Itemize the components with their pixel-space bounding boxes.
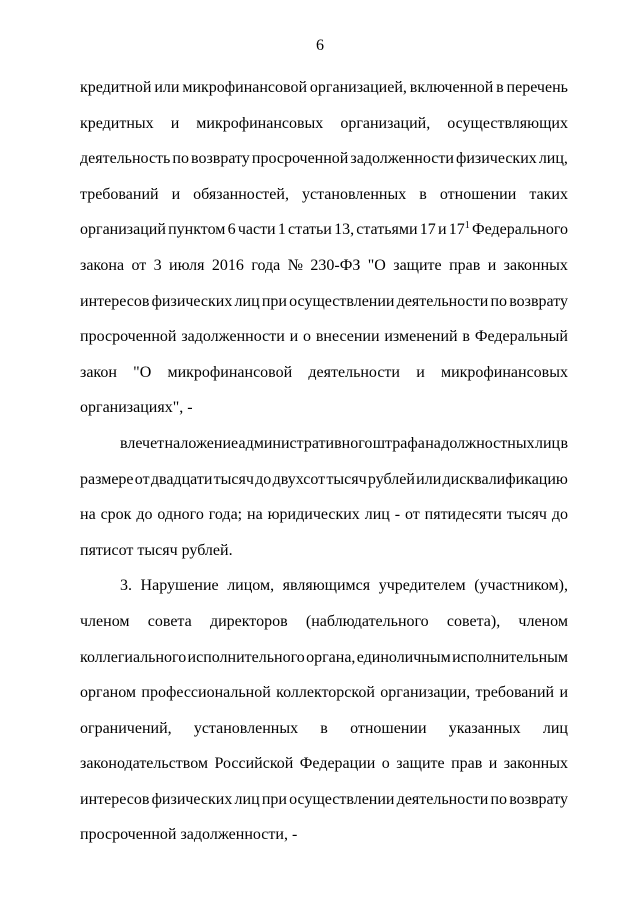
word: юридических <box>267 506 360 524</box>
word: июля <box>169 256 205 274</box>
word: осуществляющих <box>447 114 568 132</box>
word: тысяч <box>213 470 254 488</box>
word: лиц <box>542 719 568 737</box>
text-line <box>80 141 568 177</box>
word: административного <box>238 434 373 452</box>
word: 6 <box>227 221 236 239</box>
word: статьями <box>356 221 418 239</box>
word: двухсот <box>272 470 326 488</box>
word: и <box>170 114 180 132</box>
word: закон <box>80 363 117 381</box>
word: при <box>261 790 287 808</box>
word: просроченной <box>80 328 177 346</box>
word: лиц <box>364 506 390 524</box>
word: по <box>172 150 189 168</box>
word: 13, <box>334 221 355 239</box>
word: исполнительного <box>187 648 305 666</box>
word: отношении <box>350 719 427 737</box>
word: микрофинансовых <box>196 114 324 132</box>
word: органа, <box>306 648 356 666</box>
word: членом <box>80 612 130 630</box>
word: Российской <box>214 755 294 773</box>
word: от <box>134 470 150 488</box>
word: законных <box>503 755 568 773</box>
text-line <box>80 568 568 604</box>
word: тысяч <box>506 506 547 524</box>
word: одного <box>157 506 204 524</box>
word: изменений <box>384 328 458 346</box>
word: лиц <box>234 292 260 310</box>
word: должностных <box>441 434 535 452</box>
word: деятельности <box>396 790 489 808</box>
word: ограничений, <box>80 719 172 737</box>
text-line <box>80 711 568 747</box>
word: задолженности <box>350 150 454 168</box>
text-line <box>80 462 568 498</box>
word: деятельности <box>308 363 400 381</box>
word: и <box>559 684 568 702</box>
word: учредителем <box>378 577 466 595</box>
word: размере <box>80 470 134 488</box>
word: организации, <box>380 684 471 702</box>
word: до <box>136 506 153 524</box>
word: "О <box>133 363 152 381</box>
word: в <box>496 79 504 96</box>
word: 1 <box>277 221 286 239</box>
word: деятельности <box>396 292 489 310</box>
word: в <box>560 434 568 452</box>
word: в <box>462 328 470 346</box>
word: интересов <box>80 790 150 808</box>
word: 3 <box>153 256 162 274</box>
text-line <box>80 248 568 284</box>
word: законных <box>503 256 568 274</box>
word: (наблюдательного <box>305 612 429 630</box>
word: совета <box>147 612 192 630</box>
word: на <box>425 434 441 452</box>
document-body <box>80 70 568 853</box>
text-line <box>80 640 568 676</box>
word: на <box>80 506 96 524</box>
word: закона <box>80 256 125 274</box>
word: являющимся <box>282 577 371 595</box>
word: Федеральный <box>474 328 568 346</box>
word: и <box>488 755 498 773</box>
word: коллекторской <box>276 684 375 702</box>
word: о <box>381 755 390 773</box>
word: осуществлении <box>289 292 395 310</box>
word: "О <box>367 256 386 274</box>
text-line: пятисот тысяч рублей. <box>80 541 233 559</box>
word: от <box>404 506 420 524</box>
text-line <box>80 746 568 782</box>
word: по <box>490 292 508 310</box>
word: 230-ФЗ <box>310 256 361 274</box>
word: физических <box>455 150 537 168</box>
word: кредитных <box>80 114 154 132</box>
word: единоличным <box>356 648 451 666</box>
word: от <box>131 256 147 274</box>
word: рублей <box>367 470 415 488</box>
text-line <box>80 70 568 106</box>
word: 17 <box>419 221 436 239</box>
word: № <box>287 256 303 274</box>
word: Федерации <box>299 755 376 773</box>
word: включенной <box>409 79 494 96</box>
word: лиц <box>534 434 561 452</box>
word: организаций <box>80 221 166 239</box>
word: и <box>487 256 497 274</box>
text-line <box>80 212 568 248</box>
superscript: 1 <box>464 220 470 232</box>
word: 3. <box>120 577 132 595</box>
word: профессиональной <box>141 684 271 702</box>
word: лиц, <box>538 150 568 168</box>
word: части <box>237 221 276 239</box>
word: организаций, <box>340 114 431 132</box>
word: коллегиального <box>80 648 187 666</box>
word: лицом, <box>227 577 275 595</box>
word: о <box>303 328 311 346</box>
word: двадцати <box>150 470 213 488</box>
word: установленных <box>301 185 407 203</box>
word: обязанностей, <box>193 185 289 203</box>
word: указанных <box>448 719 521 737</box>
word: и <box>289 328 299 346</box>
word: физических <box>151 790 233 808</box>
word: и <box>171 185 181 203</box>
word: законодательством <box>80 755 209 773</box>
word: по <box>490 790 508 808</box>
word: до <box>255 470 272 488</box>
word: и <box>416 363 425 381</box>
word: при <box>261 292 287 310</box>
text-line: организациях", - <box>80 399 193 417</box>
word: организацией, <box>309 79 407 96</box>
word: Федерального <box>471 221 568 239</box>
word: года; <box>208 506 243 524</box>
word: или <box>416 470 442 488</box>
text-line <box>80 426 568 462</box>
word: срок <box>100 506 132 524</box>
word: микрофинансовой <box>167 363 293 381</box>
word: защите <box>393 256 442 274</box>
word: лиц <box>234 790 260 808</box>
word: или <box>154 79 180 96</box>
page-number: 6 <box>316 37 324 54</box>
text-line <box>80 604 568 640</box>
word: тысяч <box>326 470 367 488</box>
word: влечет <box>120 434 165 452</box>
word: возврату <box>509 790 568 808</box>
word: пунктом <box>168 221 226 239</box>
word: установленных <box>193 719 299 737</box>
text-line: просроченной задолженности, - <box>80 826 298 844</box>
word: прав <box>451 755 483 773</box>
word: членом <box>518 612 568 630</box>
word: просроченной <box>251 150 349 168</box>
word: внесении <box>315 328 380 346</box>
word: возврату <box>509 292 568 310</box>
word: требований <box>475 684 555 702</box>
text-line <box>80 497 568 533</box>
word: отношении <box>439 185 517 203</box>
word: прав <box>449 256 481 274</box>
word: микрофинансовых <box>440 363 568 381</box>
word: года <box>251 256 281 274</box>
word: 2016 <box>211 256 244 274</box>
word: статьи <box>288 221 332 239</box>
word: осуществлении <box>289 790 395 808</box>
word: интересов <box>80 292 150 310</box>
word: в <box>419 185 427 203</box>
word: таких <box>529 185 568 203</box>
word: физических <box>151 292 233 310</box>
word: перечень <box>506 79 568 96</box>
word: защите <box>396 755 445 773</box>
text-line <box>80 355 568 391</box>
text-line <box>80 675 568 711</box>
word: микрофинансовой <box>182 79 308 96</box>
word: Нарушение <box>140 577 219 595</box>
text-line <box>80 177 568 213</box>
word: штрафа <box>372 434 425 452</box>
text-line <box>80 106 568 142</box>
word: органом <box>80 684 137 702</box>
word: пятидесяти <box>424 506 502 524</box>
word: кредитной <box>80 79 152 96</box>
word: деятельность <box>80 150 171 168</box>
text-line <box>80 319 568 355</box>
word: $17^1$ <box>448 220 470 239</box>
word: возврату <box>191 150 250 168</box>
word: и <box>437 221 447 239</box>
word: совета), <box>446 612 501 630</box>
text-line <box>80 284 568 320</box>
word: на <box>247 506 263 524</box>
word: дисквалификацию <box>442 470 568 488</box>
word: исполнительным <box>452 648 568 666</box>
text-line <box>80 782 568 818</box>
word: в <box>320 719 328 737</box>
word: до <box>551 506 568 524</box>
word: - <box>394 506 401 524</box>
word: требований <box>80 185 159 203</box>
word: (участником), <box>474 577 568 595</box>
word: задолженности <box>181 328 285 346</box>
word: наложение <box>164 434 239 452</box>
word: директоров <box>209 612 288 630</box>
